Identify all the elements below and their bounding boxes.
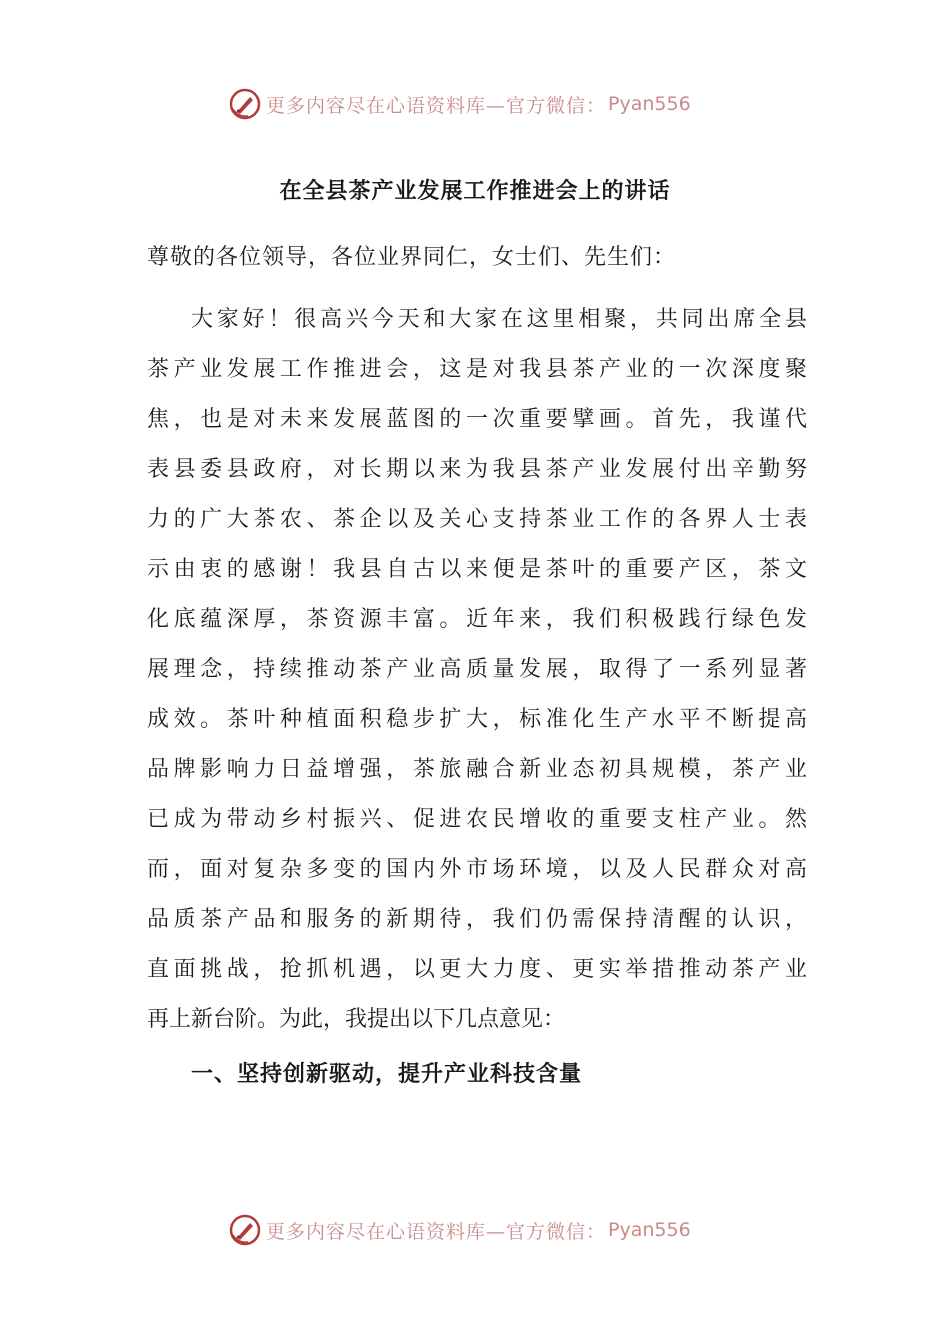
paragraph-line: 再上新台阶。为此，我提出以下几点意见： <box>147 1007 566 1032</box>
pen-nib-logo-icon <box>228 87 262 121</box>
body-paragraph <box>147 295 807 1045</box>
paragraph-line: 直面挑战，抢抓机遇，以更大力度、更实举措推动茶产业 <box>147 957 807 982</box>
paragraph-line: 已成为带动乡村振兴、促进农民增收的重要支柱产业。然 <box>147 807 807 832</box>
paragraph-line: 化底蕴深厚，茶资源丰富。近年来，我们积极践行绿色发 <box>147 607 807 632</box>
watermark-header <box>228 84 748 124</box>
paragraph-line: 表县委县政府，对长期以来为我县茶产业发展付出辛勤努 <box>147 457 807 482</box>
paragraph-line: 品牌影响力日益增强，茶旅融合新业态初具规模，茶产业 <box>147 757 807 782</box>
paragraph-line: 品质茶产品和服务的新期待，我们仍需保持清醒的认识， <box>147 907 807 932</box>
watermark-footer <box>228 1210 748 1250</box>
watermark-wechat-id: Pyan556 <box>608 93 691 115</box>
paragraph-line: 大家好！很高兴今天和大家在这里相聚，共同出席全县 <box>191 307 807 332</box>
paragraph-line: 而，面对复杂多变的国内外市场环境，以及人民群众对高 <box>147 857 807 882</box>
salutation: 尊敬的各位领导，各位业界同仁，女士们、先生们： <box>147 245 677 270</box>
paragraph-line: 成效。茶叶种植面积稳步扩大，标准化生产水平不断提高 <box>147 707 807 732</box>
document-title: 在全县茶产业发展工作推进会上的讲话 <box>279 178 671 204</box>
paragraph-line: 焦，也是对未来发展蓝图的一次重要擘画。首先，我谨代 <box>147 407 807 432</box>
paragraph-line: 茶产业发展工作推进会，这是对我县茶产业的一次深度聚 <box>147 357 807 382</box>
pen-nib-logo-icon <box>228 1213 262 1247</box>
paragraph-line: 展理念，持续推动茶产业高质量发展，取得了一系列显著 <box>147 657 807 682</box>
paragraph-line: 示由衷的感谢！我县自古以来便是茶叶的重要产区，茶文 <box>147 557 807 582</box>
watermark-wechat-id: Pyan556 <box>608 1219 691 1241</box>
section-heading: 一、坚持创新驱动，提升产业科技含量 <box>191 1061 583 1087</box>
paragraph-line: 力的广大茶农、茶企以及关心支持茶业工作的各界人士表 <box>147 507 807 532</box>
watermark-text: 更多内容尽在心语资料库—官方微信： <box>266 1220 607 1243</box>
watermark-text: 更多内容尽在心语资料库—官方微信： <box>266 94 607 117</box>
